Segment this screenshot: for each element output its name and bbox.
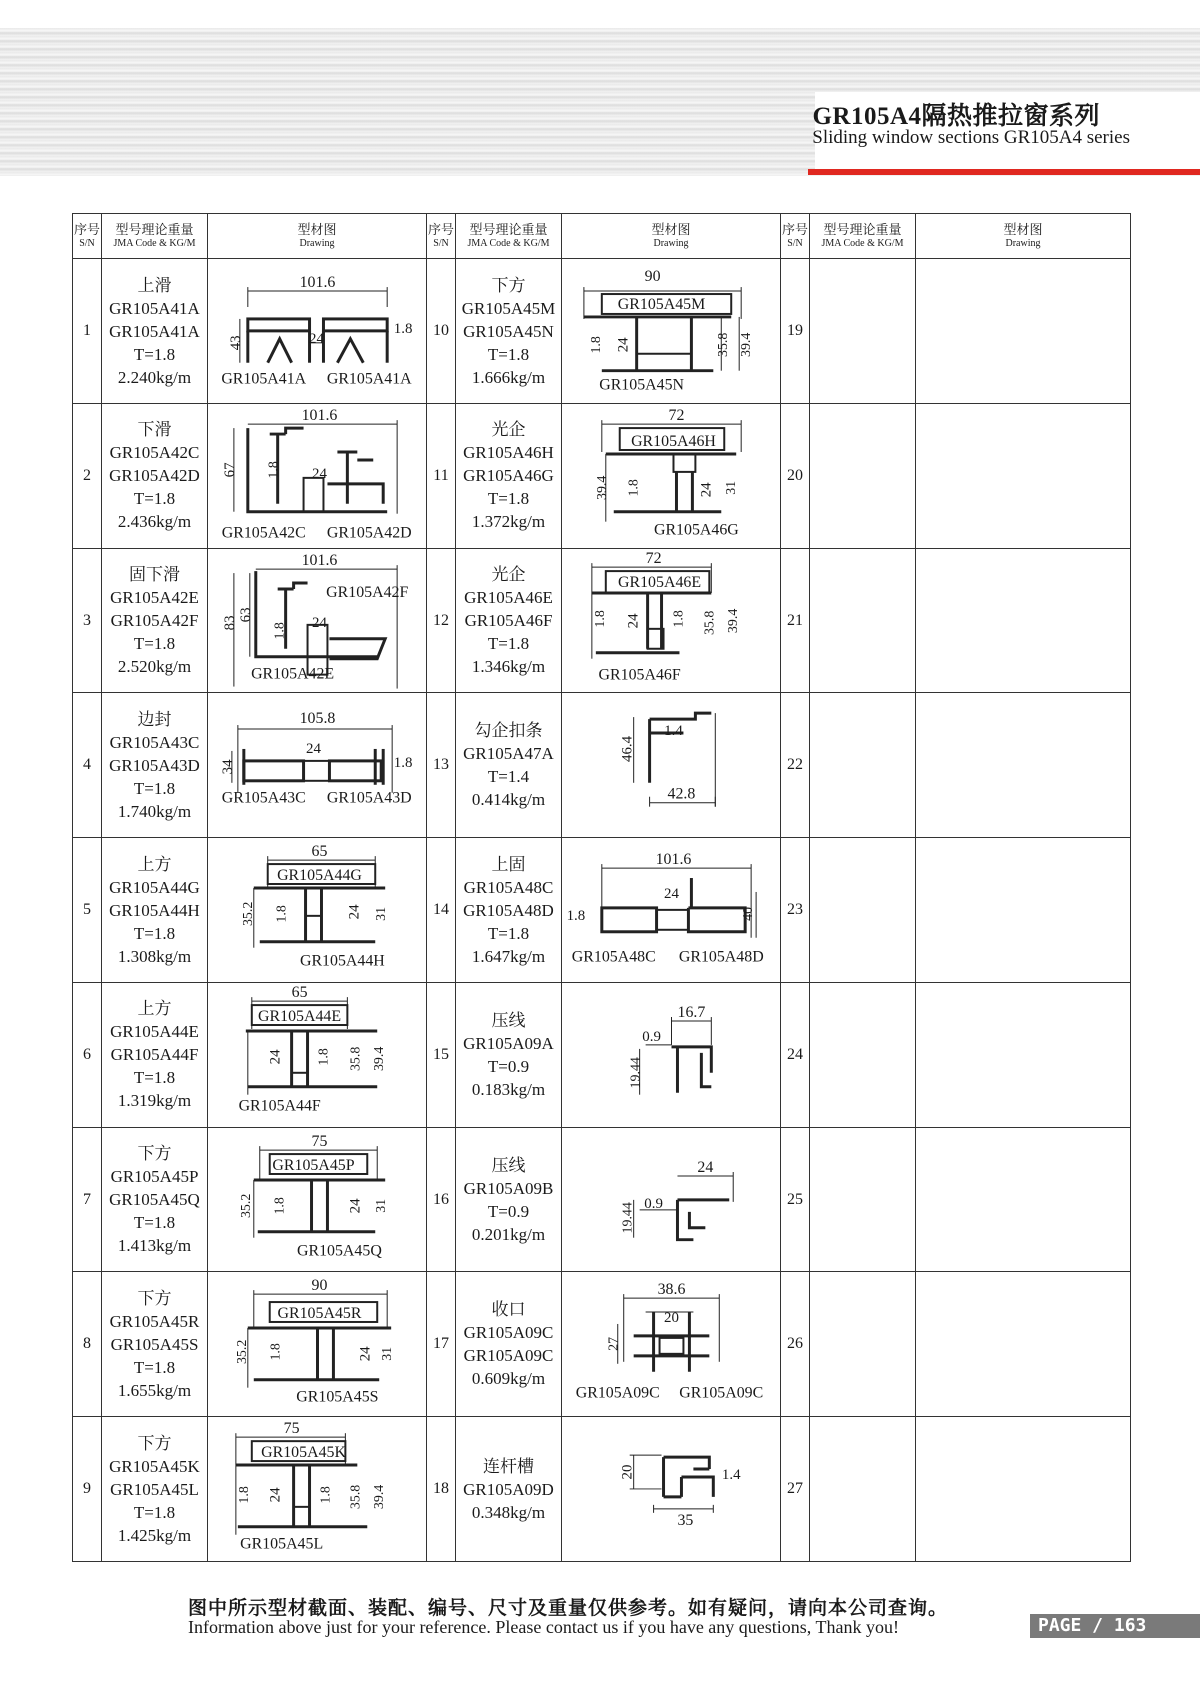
drawing-cell [208, 1127, 427, 1272]
svg-text:GR105A42C: GR105A42C [221, 524, 306, 542]
svg-text:GR105A42F: GR105A42F [326, 583, 409, 601]
profile-drawing [208, 693, 426, 837]
drawing-cell-empty [916, 548, 1131, 693]
sn-cell: 14 [427, 838, 456, 983]
drawing-cell [208, 548, 427, 693]
svg-text:35.2: 35.2 [238, 1193, 254, 1218]
svg-text:31: 31 [724, 480, 740, 495]
svg-text:GR105A41A: GR105A41A [326, 370, 412, 388]
profile-drawing [208, 1272, 426, 1416]
svg-text:19.44: 19.44 [628, 1057, 644, 1089]
svg-text:GR105A44H: GR105A44H [299, 952, 385, 970]
code-cell: 压线 GR105A09A T=0.9 0.183kg/m [456, 982, 562, 1127]
table-row [73, 1127, 1131, 1272]
header-code: 型号理论重量 JMA Code & KG/M [102, 214, 208, 259]
code-cell-empty [810, 838, 916, 983]
svg-text:35.8: 35.8 [716, 332, 732, 358]
svg-text:101.6: 101.6 [301, 551, 338, 569]
svg-text:1.8: 1.8 [393, 320, 413, 337]
code-cell-empty [810, 259, 916, 404]
header-drawing: 型材图 Drawing [562, 214, 781, 259]
svg-text:24: 24 [312, 614, 327, 631]
svg-text:GR105A43D: GR105A43D [326, 790, 412, 808]
svg-text:24: 24 [267, 1487, 284, 1503]
svg-text:35: 35 [677, 1511, 694, 1529]
svg-text:39.4: 39.4 [372, 1046, 388, 1071]
svg-text:90: 90 [311, 1277, 328, 1295]
svg-text:GR105A42D: GR105A42D [326, 524, 412, 542]
profile-drawing [562, 838, 780, 982]
sn-cell: 8 [73, 1272, 102, 1417]
code-cell: 收口 GR105A09C GR105A09C 0.609kg/m [456, 1272, 562, 1417]
table-row [73, 838, 1131, 983]
drawing-cell [208, 1417, 427, 1562]
code-cell-empty [810, 548, 916, 693]
svg-text:1.8: 1.8 [671, 609, 687, 628]
sn-cell: 12 [427, 548, 456, 693]
sn-cell: 17 [427, 1272, 456, 1417]
svg-text:16.7: 16.7 [677, 1003, 706, 1021]
code-cell: 上方 GR105A44G GR105A44H T=1.8 1.308kg/m [102, 838, 208, 983]
sn-cell: 7 [73, 1127, 102, 1272]
svg-text:24: 24 [625, 613, 642, 628]
sn-cell: 11 [427, 403, 456, 548]
svg-text:39.4: 39.4 [726, 608, 742, 633]
code-cell: 光企 GR105A46H GR105A46G T=1.8 1.372kg/m [456, 403, 562, 548]
page-subtitle: Sliding window sections GR105A4 series [812, 127, 1130, 148]
header-code: 型号理论重量 JMA Code & KG/M [810, 214, 916, 259]
svg-text:31: 31 [374, 907, 390, 921]
profile-drawing [562, 983, 780, 1127]
sn-cell: 24 [781, 982, 810, 1127]
sn-cell: 16 [427, 1127, 456, 1272]
svg-text:1.8: 1.8 [393, 755, 413, 772]
svg-text:GR105A45K: GR105A45K [261, 1444, 346, 1462]
svg-text:19.44: 19.44 [620, 1201, 636, 1234]
profile-drawing [562, 259, 780, 403]
svg-text:0.9: 0.9 [644, 1195, 663, 1212]
svg-text:24: 24 [346, 904, 363, 920]
svg-text:35.8: 35.8 [702, 610, 718, 635]
svg-text:35.2: 35.2 [234, 1340, 250, 1365]
svg-text:GR105A46G: GR105A46G [653, 521, 739, 539]
svg-text:101.6: 101.6 [301, 407, 338, 425]
code-cell: 固下滑 GR105A42E GR105A42F T=1.8 2.520kg/m [102, 548, 208, 693]
table-row [73, 1272, 1131, 1417]
code-cell: 上滑 GR105A41A GR105A41A T=1.8 2.240kg/m [102, 259, 208, 404]
svg-text:GR105A42E: GR105A42E [251, 665, 335, 683]
svg-text:24: 24 [698, 482, 715, 498]
drawing-cell [562, 403, 781, 548]
svg-text:35.8: 35.8 [348, 1046, 364, 1071]
sn-cell: 23 [781, 838, 810, 983]
svg-text:24: 24 [306, 741, 321, 758]
sn-cell: 15 [427, 982, 456, 1127]
svg-text:35.8: 35.8 [348, 1484, 364, 1510]
svg-text:75: 75 [283, 1420, 300, 1438]
table-row [73, 693, 1131, 838]
sn-cell: 1 [73, 259, 102, 404]
code-cell: 下方 GR105A45P GR105A45Q T=1.8 1.413kg/m [102, 1127, 208, 1272]
profile-drawing [562, 693, 780, 837]
svg-text:1.8: 1.8 [272, 621, 288, 640]
profile-drawing [208, 549, 426, 693]
sn-cell: 10 [427, 259, 456, 404]
drawing-cell [562, 1272, 781, 1417]
code-cell: 勾企扣条 GR105A47A T=1.4 0.414kg/m [456, 693, 562, 838]
svg-text:34: 34 [219, 759, 236, 775]
code-cell-empty [810, 1272, 916, 1417]
svg-text:24: 24 [309, 330, 324, 347]
svg-text:65: 65 [291, 984, 308, 1002]
svg-text:24: 24 [615, 337, 632, 353]
svg-text:GR105A45Q: GR105A45Q [296, 1242, 382, 1260]
code-cell: 下滑 GR105A42C GR105A42D T=1.8 2.436kg/m [102, 403, 208, 548]
table-row [73, 1417, 1131, 1562]
code-cell-empty [810, 403, 916, 548]
svg-text:GR105A09C: GR105A09C [575, 1385, 660, 1403]
svg-text:38.6: 38.6 [657, 1281, 686, 1299]
sn-cell: 6 [73, 982, 102, 1127]
profile-table [72, 213, 1131, 1562]
svg-text:24: 24 [357, 1346, 374, 1362]
drawing-cell [208, 1272, 427, 1417]
page-title: GR105A4隔热推拉窗系列 [812, 103, 1100, 130]
svg-text:GR105A44G: GR105A44G [277, 867, 362, 885]
table-row [73, 259, 1131, 404]
code-cell: 下方 GR105A45M GR105A45N T=1.8 1.666kg/m [456, 259, 562, 404]
code-cell: 边封 GR105A43C GR105A43D T=1.8 1.740kg/m [102, 693, 208, 838]
sn-cell: 21 [781, 548, 810, 693]
drawing-cell [562, 982, 781, 1127]
svg-text:42.8: 42.8 [667, 786, 696, 804]
drawing-cell [208, 693, 427, 838]
sn-cell: 13 [427, 693, 456, 838]
svg-text:1.8: 1.8 [266, 461, 282, 479]
svg-text:43: 43 [227, 335, 244, 351]
svg-text:105.8: 105.8 [299, 710, 336, 728]
header-drawing: 型材图 Drawing [916, 214, 1131, 259]
svg-text:20: 20 [619, 1464, 636, 1480]
sn-cell: 27 [781, 1417, 810, 1562]
svg-text:65: 65 [311, 843, 328, 861]
svg-text:83: 83 [221, 615, 238, 630]
svg-text:GR105A48C: GR105A48C [571, 948, 656, 966]
svg-text:1.8: 1.8 [318, 1486, 334, 1504]
code-cell: 下方 GR105A45K GR105A45L T=1.8 1.425kg/m [102, 1417, 208, 1562]
page-number-badge: PAGE / 163 [1030, 1614, 1200, 1638]
svg-text:1.4: 1.4 [664, 723, 683, 740]
sn-cell: 4 [73, 693, 102, 838]
drawing-cell [208, 838, 427, 983]
svg-text:67: 67 [221, 462, 238, 478]
svg-text:20: 20 [664, 1310, 679, 1327]
sn-cell: 18 [427, 1417, 456, 1562]
svg-text:24: 24 [347, 1198, 364, 1213]
drawing-cell [208, 403, 427, 548]
profile-drawing [208, 1128, 426, 1272]
code-cell: 压线 GR105A09B T=0.9 0.201kg/m [456, 1127, 562, 1272]
svg-text:46.4: 46.4 [619, 736, 636, 763]
sn-cell: 19 [781, 259, 810, 404]
drawing-cell [562, 1127, 781, 1272]
svg-text:72: 72 [668, 407, 685, 425]
svg-text:GR105A45S: GR105A45S [296, 1388, 379, 1406]
drawing-cell [562, 259, 781, 404]
svg-text:72: 72 [645, 549, 662, 567]
svg-text:GR105A45M: GR105A45M [617, 296, 706, 314]
sn-cell: 5 [73, 838, 102, 983]
drawing-cell-empty [916, 1272, 1131, 1417]
header-sn: 序号 S/N [73, 214, 102, 259]
header-code: 型号理论重量 JMA Code & KG/M [456, 214, 562, 259]
code-cell-empty [810, 982, 916, 1127]
profile-drawing [208, 838, 426, 982]
code-cell: 上固 GR105A48C GR105A48D T=1.8 1.647kg/m [456, 838, 562, 983]
svg-text:1.8: 1.8 [274, 905, 290, 923]
svg-text:1.8: 1.8 [268, 1343, 284, 1361]
svg-text:GR105A46E: GR105A46E [618, 573, 702, 591]
drawing-cell [562, 838, 781, 983]
svg-text:1.8: 1.8 [566, 907, 586, 924]
svg-text:75: 75 [311, 1132, 328, 1150]
header-sn: 序号 S/N [781, 214, 810, 259]
drawing-cell [562, 1417, 781, 1562]
drawing-cell [208, 982, 427, 1127]
svg-text:40: 40 [741, 907, 757, 921]
sn-cell: 25 [781, 1127, 810, 1272]
svg-text:GR105A43C: GR105A43C [221, 790, 306, 808]
code-cell-empty [810, 1127, 916, 1272]
drawing-cell-empty [916, 259, 1131, 404]
svg-text:GR105A45L: GR105A45L [240, 1535, 324, 1553]
table-row [73, 548, 1131, 693]
profile-drawing [562, 1417, 780, 1561]
svg-text:GR105A09C: GR105A09C [679, 1385, 764, 1403]
svg-text:1.8: 1.8 [626, 478, 642, 497]
sn-cell: 2 [73, 403, 102, 548]
svg-text:39.4: 39.4 [372, 1484, 388, 1510]
svg-text:24: 24 [664, 886, 679, 903]
drawing-cell-empty [916, 838, 1131, 983]
svg-text:90: 90 [644, 268, 661, 286]
code-cell: 上方 GR105A44E GR105A44F T=1.8 1.319kg/m [102, 982, 208, 1127]
svg-text:31: 31 [374, 1198, 390, 1213]
svg-text:63: 63 [237, 607, 254, 622]
footer-note-en: Information above just for your reference. Please contact us if you have any questions, Thank you! [188, 1617, 899, 1637]
svg-text:1.8: 1.8 [592, 609, 608, 628]
svg-text:1.8: 1.8 [316, 1048, 332, 1066]
svg-text:GR105A44E: GR105A44E [258, 1007, 342, 1025]
svg-text:27: 27 [606, 1337, 622, 1352]
header-sn: 序号 S/N [427, 214, 456, 259]
sn-cell: 20 [781, 403, 810, 548]
svg-text:GR105A41A: GR105A41A [221, 370, 307, 388]
profile-drawing [208, 1417, 426, 1561]
table-row [73, 982, 1131, 1127]
svg-text:GR105A44F: GR105A44F [238, 1097, 321, 1115]
svg-text:GR105A46H: GR105A46H [631, 432, 716, 450]
header-red-rule [808, 169, 1200, 175]
svg-text:101.6: 101.6 [299, 274, 336, 292]
svg-text:0.9: 0.9 [642, 1028, 661, 1045]
code-cell-empty [810, 1417, 916, 1562]
svg-text:GR105A45P: GR105A45P [272, 1156, 355, 1174]
profile-drawing [562, 1272, 780, 1416]
svg-text:GR105A46F: GR105A46F [598, 666, 681, 684]
svg-text:1.8: 1.8 [272, 1196, 288, 1215]
table-header-row [73, 214, 1131, 259]
svg-text:GR105A48D: GR105A48D [678, 948, 764, 966]
svg-text:24: 24 [312, 465, 327, 482]
table-row [73, 403, 1131, 548]
drawing-cell-empty [916, 982, 1131, 1127]
profile-drawing [562, 1128, 780, 1272]
svg-text:1.4: 1.4 [721, 1467, 741, 1484]
code-cell: 连杆槽 GR105A09D 0.348kg/m [456, 1417, 562, 1562]
svg-text:39.4: 39.4 [739, 332, 755, 358]
code-cell: 下方 GR105A45R GR105A45S T=1.8 1.655kg/m [102, 1272, 208, 1417]
drawing-cell [208, 259, 427, 404]
profile-drawing [208, 404, 426, 548]
sn-cell: 22 [781, 693, 810, 838]
header-drawing: 型材图 Drawing [208, 214, 427, 259]
svg-text:31: 31 [380, 1347, 396, 1362]
profile-drawing [208, 259, 426, 403]
svg-text:GR105A45N: GR105A45N [599, 376, 685, 394]
drawing-cell-empty [916, 693, 1131, 838]
code-cell-empty [810, 693, 916, 838]
svg-text:24: 24 [697, 1158, 714, 1176]
svg-text:1.8: 1.8 [236, 1486, 252, 1504]
profile-drawing [562, 404, 780, 548]
profile-drawing [208, 983, 426, 1127]
sn-cell: 9 [73, 1417, 102, 1562]
profile-drawing [562, 549, 780, 693]
svg-text:1.8: 1.8 [588, 336, 604, 354]
drawing-cell [562, 693, 781, 838]
svg-text:24: 24 [267, 1049, 284, 1065]
sn-cell: 3 [73, 548, 102, 693]
footer-note-cn: 图中所示型材截面、装配、编号、尺寸及重量仅供参考。如有疑问，请向本公司查询。 [188, 1597, 949, 1619]
drawing-cell-empty [916, 1127, 1131, 1272]
svg-text:101.6: 101.6 [655, 851, 692, 869]
code-cell: 光企 GR105A46E GR105A46F T=1.8 1.346kg/m [456, 548, 562, 693]
svg-text:39.4: 39.4 [594, 475, 610, 500]
sn-cell: 26 [781, 1272, 810, 1417]
drawing-cell-empty [916, 403, 1131, 548]
svg-text:35.2: 35.2 [240, 901, 256, 927]
drawing-cell-empty [916, 1417, 1131, 1562]
drawing-cell [562, 548, 781, 693]
svg-text:GR105A45R: GR105A45R [277, 1305, 362, 1323]
